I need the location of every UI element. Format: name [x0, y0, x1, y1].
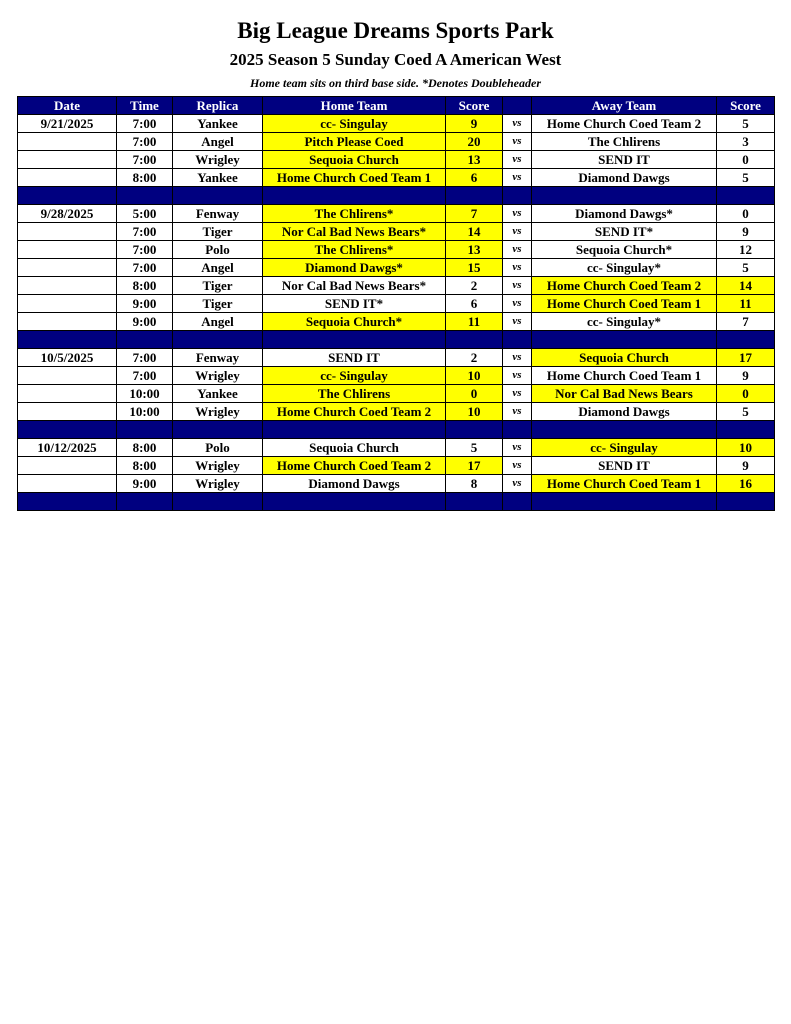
home-team-cell: Pitch Please Coed — [263, 133, 446, 151]
time-cell: 8:00 — [117, 277, 173, 295]
home-score-cell: 6 — [446, 169, 503, 187]
replica-cell: Fenway — [173, 349, 263, 367]
game-row — [18, 295, 775, 313]
time-cell: 9:00 — [117, 295, 173, 313]
vs-cell: vs — [503, 349, 532, 367]
game-row — [18, 115, 775, 133]
vs-cell: vs — [503, 169, 532, 187]
time-cell: 8:00 — [117, 457, 173, 475]
away-team-cell: Sequoia Church — [532, 349, 717, 367]
home-score-cell: 7 — [446, 205, 503, 223]
replica-cell: Yankee — [173, 385, 263, 403]
away-score-cell: 3 — [717, 133, 775, 151]
time-cell: 7:00 — [117, 367, 173, 385]
time-cell: 5:00 — [117, 205, 173, 223]
home-team-cell: The Chlirens — [263, 385, 446, 403]
vs-cell: vs — [503, 241, 532, 259]
separator-cell — [532, 331, 717, 349]
replica-cell: Polo — [173, 241, 263, 259]
time-cell: 9:00 — [117, 475, 173, 493]
home-score-cell: 2 — [446, 277, 503, 295]
away-team-cell: Home Church Coed Team 1 — [532, 295, 717, 313]
game-row — [18, 475, 775, 493]
home-team-cell: Nor Cal Bad News Bears* — [263, 277, 446, 295]
home-team-cell: Sequoia Church — [263, 439, 446, 457]
game-row — [18, 169, 775, 187]
replica-cell: Angel — [173, 313, 263, 331]
game-row — [18, 349, 775, 367]
replica-cell: Angel — [173, 133, 263, 151]
away-score-cell: 5 — [717, 403, 775, 421]
separator-cell — [173, 331, 263, 349]
game-row — [18, 277, 775, 295]
home-team-cell: Sequoia Church — [263, 151, 446, 169]
away-score-cell: 17 — [717, 349, 775, 367]
home-score-cell: 8 — [446, 475, 503, 493]
replica-cell: Polo — [173, 439, 263, 457]
game-row — [18, 241, 775, 259]
vs-cell: vs — [503, 115, 532, 133]
away-score-cell: 9 — [717, 367, 775, 385]
away-team-cell: Home Church Coed Team 1 — [532, 475, 717, 493]
replica-cell: Yankee — [173, 115, 263, 133]
replica-cell: Wrigley — [173, 151, 263, 169]
separator-cell — [532, 493, 717, 511]
time-cell: 7:00 — [117, 259, 173, 277]
separator-cell — [717, 493, 775, 511]
date-cell — [18, 403, 117, 421]
away-score-cell: 9 — [717, 457, 775, 475]
away-team-cell: Home Church Coed Team 1 — [532, 367, 717, 385]
replica-cell: Wrigley — [173, 367, 263, 385]
home-team-cell: Diamond Dawgs — [263, 475, 446, 493]
separator-cell — [532, 187, 717, 205]
game-row — [18, 259, 775, 277]
home-score-cell: 10 — [446, 367, 503, 385]
vs-cell: vs — [503, 439, 532, 457]
separator-cell — [173, 187, 263, 205]
home-team-cell: The Chlirens* — [263, 241, 446, 259]
separator-cell — [173, 493, 263, 511]
column-header-home-team: Home Team — [263, 97, 446, 115]
away-team-cell: cc- Singulay* — [532, 259, 717, 277]
column-header-vs — [503, 97, 532, 115]
away-team-cell: SEND IT — [532, 151, 717, 169]
away-team-cell: SEND IT — [532, 457, 717, 475]
time-cell: 8:00 — [117, 439, 173, 457]
page-subtitle: 2025 Season 5 Sunday Coed A American West — [229, 50, 562, 69]
away-team-cell: Home Church Coed Team 2 — [532, 277, 717, 295]
away-score-cell: 5 — [717, 169, 775, 187]
vs-cell: vs — [503, 313, 532, 331]
vs-cell: vs — [503, 151, 532, 169]
time-cell: 8:00 — [117, 169, 173, 187]
game-row — [18, 223, 775, 241]
vs-cell: vs — [503, 205, 532, 223]
replica-cell: Tiger — [173, 295, 263, 313]
away-score-cell: 16 — [717, 475, 775, 493]
replica-cell: Wrigley — [173, 475, 263, 493]
home-team-cell: Home Church Coed Team 1 — [263, 169, 446, 187]
time-cell: 7:00 — [117, 151, 173, 169]
week-separator-row — [18, 331, 775, 349]
game-row — [18, 313, 775, 331]
separator-cell — [446, 493, 503, 511]
time-cell: 7:00 — [117, 241, 173, 259]
home-team-cell: SEND IT* — [263, 295, 446, 313]
separator-cell — [18, 187, 117, 205]
date-cell — [18, 385, 117, 403]
home-team-cell: cc- Singulay — [263, 367, 446, 385]
column-header-away-score: Score — [717, 97, 775, 115]
home-score-cell: 17 — [446, 457, 503, 475]
home-score-cell: 13 — [446, 241, 503, 259]
vs-cell: vs — [503, 403, 532, 421]
time-cell: 7:00 — [117, 349, 173, 367]
home-score-cell: 9 — [446, 115, 503, 133]
away-team-cell: cc- Singulay — [532, 439, 717, 457]
separator-cell — [18, 331, 117, 349]
away-score-cell: 11 — [717, 295, 775, 313]
home-score-cell: 11 — [446, 313, 503, 331]
replica-cell: Tiger — [173, 223, 263, 241]
separator-cell — [117, 421, 173, 439]
away-team-cell: Sequoia Church* — [532, 241, 717, 259]
separator-cell — [173, 421, 263, 439]
game-row — [18, 403, 775, 421]
game-row — [18, 439, 775, 457]
away-score-cell: 14 — [717, 277, 775, 295]
away-score-cell: 12 — [717, 241, 775, 259]
separator-cell — [717, 187, 775, 205]
home-team-cell: The Chlirens* — [263, 205, 446, 223]
week-separator-row — [18, 421, 775, 439]
time-cell: 10:00 — [117, 403, 173, 421]
home-score-cell: 14 — [446, 223, 503, 241]
column-header-time: Time — [117, 97, 173, 115]
away-team-cell: Diamond Dawgs — [532, 169, 717, 187]
time-cell: 7:00 — [117, 115, 173, 133]
date-cell: 9/21/2025 — [18, 115, 117, 133]
date-cell — [18, 313, 117, 331]
time-cell: 9:00 — [117, 313, 173, 331]
date-cell — [18, 277, 117, 295]
home-team-cell: Diamond Dawgs* — [263, 259, 446, 277]
separator-cell — [503, 493, 532, 511]
date-cell: 9/28/2025 — [18, 205, 117, 223]
replica-cell: Yankee — [173, 169, 263, 187]
date-cell — [18, 169, 117, 187]
game-row — [18, 205, 775, 223]
schedule-table — [17, 96, 775, 511]
time-cell: 7:00 — [117, 133, 173, 151]
vs-cell: vs — [503, 367, 532, 385]
date-cell — [18, 259, 117, 277]
home-score-cell: 15 — [446, 259, 503, 277]
separator-cell — [503, 421, 532, 439]
header-row — [18, 97, 775, 115]
replica-cell: Tiger — [173, 277, 263, 295]
home-team-cell: Sequoia Church* — [263, 313, 446, 331]
replica-cell: Wrigley — [173, 457, 263, 475]
schedule-body — [18, 115, 775, 511]
vs-cell: vs — [503, 259, 532, 277]
away-team-cell: Diamond Dawgs — [532, 403, 717, 421]
away-team-cell: Diamond Dawgs* — [532, 205, 717, 223]
away-team-cell: Nor Cal Bad News Bears — [532, 385, 717, 403]
away-score-cell: 5 — [717, 259, 775, 277]
date-cell — [18, 241, 117, 259]
separator-cell — [263, 421, 446, 439]
date-cell — [18, 475, 117, 493]
separator-cell — [263, 187, 446, 205]
vs-cell: vs — [503, 457, 532, 475]
separator-cell — [532, 421, 717, 439]
replica-cell: Fenway — [173, 205, 263, 223]
vs-cell: vs — [503, 385, 532, 403]
page-title: Big League Dreams Sports Park — [237, 18, 554, 43]
separator-cell — [117, 331, 173, 349]
away-team-cell: The Chlirens — [532, 133, 717, 151]
game-row — [18, 151, 775, 169]
away-score-cell: 0 — [717, 205, 775, 223]
separator-cell — [446, 331, 503, 349]
replica-cell: Wrigley — [173, 403, 263, 421]
away-score-cell: 5 — [717, 115, 775, 133]
away-team-cell: SEND IT* — [532, 223, 717, 241]
page-note: Home team sits on third base side. *Denotes Doubleheader — [250, 76, 541, 90]
game-row — [18, 457, 775, 475]
time-cell: 7:00 — [117, 223, 173, 241]
away-team-cell: cc- Singulay* — [532, 313, 717, 331]
home-score-cell: 0 — [446, 385, 503, 403]
date-cell — [18, 223, 117, 241]
column-header-replica: Replica — [173, 97, 263, 115]
home-team-cell: Home Church Coed Team 2 — [263, 403, 446, 421]
date-cell — [18, 151, 117, 169]
week-separator-row — [18, 187, 775, 205]
home-team-cell: Nor Cal Bad News Bears* — [263, 223, 446, 241]
separator-cell — [18, 421, 117, 439]
separator-cell — [18, 493, 117, 511]
away-score-cell: 10 — [717, 439, 775, 457]
replica-cell: Angel — [173, 259, 263, 277]
away-team-cell: Home Church Coed Team 2 — [532, 115, 717, 133]
date-cell — [18, 457, 117, 475]
home-score-cell: 20 — [446, 133, 503, 151]
date-cell: 10/5/2025 — [18, 349, 117, 367]
date-cell: 10/12/2025 — [18, 439, 117, 457]
vs-cell: vs — [503, 133, 532, 151]
separator-cell — [503, 331, 532, 349]
column-header-home-score: Score — [446, 97, 503, 115]
away-score-cell: 9 — [717, 223, 775, 241]
separator-cell — [263, 331, 446, 349]
separator-cell — [446, 187, 503, 205]
away-score-cell: 7 — [717, 313, 775, 331]
game-row — [18, 133, 775, 151]
home-score-cell: 13 — [446, 151, 503, 169]
home-team-cell: cc- Singulay — [263, 115, 446, 133]
column-header-date: Date — [18, 97, 117, 115]
separator-cell — [503, 187, 532, 205]
separator-cell — [117, 187, 173, 205]
separator-cell — [117, 493, 173, 511]
home-score-cell: 10 — [446, 403, 503, 421]
home-score-cell: 5 — [446, 439, 503, 457]
separator-cell — [717, 331, 775, 349]
home-team-cell: SEND IT — [263, 349, 446, 367]
away-score-cell: 0 — [717, 385, 775, 403]
away-score-cell: 0 — [717, 151, 775, 169]
game-row — [18, 385, 775, 403]
date-cell — [18, 295, 117, 313]
game-row — [18, 367, 775, 385]
vs-cell: vs — [503, 475, 532, 493]
home-score-cell: 2 — [446, 349, 503, 367]
week-separator-row — [18, 493, 775, 511]
date-cell — [18, 133, 117, 151]
home-team-cell: Home Church Coed Team 2 — [263, 457, 446, 475]
separator-cell — [263, 493, 446, 511]
column-header-away-team: Away Team — [532, 97, 717, 115]
date-cell — [18, 367, 117, 385]
home-score-cell: 6 — [446, 295, 503, 313]
separator-cell — [717, 421, 775, 439]
vs-cell: vs — [503, 295, 532, 313]
vs-cell: vs — [503, 223, 532, 241]
vs-cell: vs — [503, 277, 532, 295]
separator-cell — [446, 421, 503, 439]
time-cell: 10:00 — [117, 385, 173, 403]
